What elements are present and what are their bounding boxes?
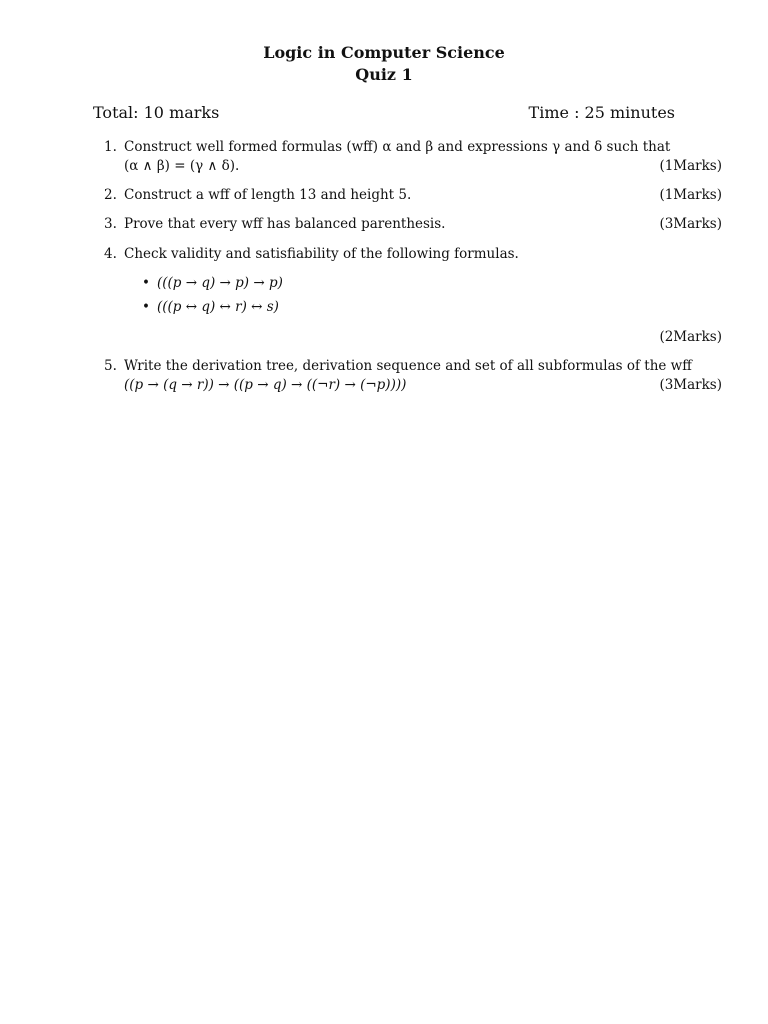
question-number: 3. — [104, 216, 117, 232]
question-number: 4. — [104, 246, 117, 262]
quiz-title: Quiz 1 — [355, 65, 413, 84]
time-limit: Time : 25 minutes — [528, 103, 675, 122]
question-4 — [104, 245, 722, 264]
list-item — [142, 298, 283, 322]
course-title: Logic in Computer Science — [263, 43, 505, 62]
question-text: Check validity and satisfiability of the following formulas. — [124, 246, 519, 262]
question-text-cont: (α ∧ β) = (γ ∧ δ). — [124, 158, 240, 174]
formula: (((p → q) → p) → p) — [157, 275, 283, 291]
question-text: Prove that every wff has balanced parenthesis. — [124, 216, 446, 232]
question-2 — [104, 186, 722, 205]
question-marks: (1Marks) — [659, 158, 722, 174]
question-1 — [104, 138, 722, 176]
question-marks: (1Marks) — [659, 187, 722, 203]
question-number: 5. — [104, 358, 117, 374]
question-number: 2. — [104, 187, 117, 203]
question-text: Construct well formed formulas (wff) α and β and expressions γ and δ such that — [124, 139, 671, 155]
list-item — [142, 274, 283, 298]
bullet-icon: • — [142, 299, 150, 315]
formula-list — [142, 274, 283, 322]
question-3 — [104, 215, 722, 234]
formula: ((p → (q → r)) → ((p → q) → ((¬r) → (¬p)))) — [124, 377, 407, 393]
question-marks: (3Marks) — [659, 216, 722, 232]
question-text: Write the derivation tree, derivation sequence and set of all subformulas of the wff — [124, 358, 692, 374]
question-marks: (2Marks) — [659, 329, 722, 345]
question-5 — [104, 357, 722, 395]
total-marks: Total: 10 marks — [93, 103, 220, 122]
question-number: 1. — [104, 139, 117, 155]
question-text: Construct a wff of length 13 and height 5. — [124, 187, 412, 203]
formula: (((p ↔ q) ↔ r) ↔ s) — [157, 299, 279, 315]
bullet-icon: • — [142, 275, 150, 291]
question-marks: (3Marks) — [659, 377, 722, 393]
